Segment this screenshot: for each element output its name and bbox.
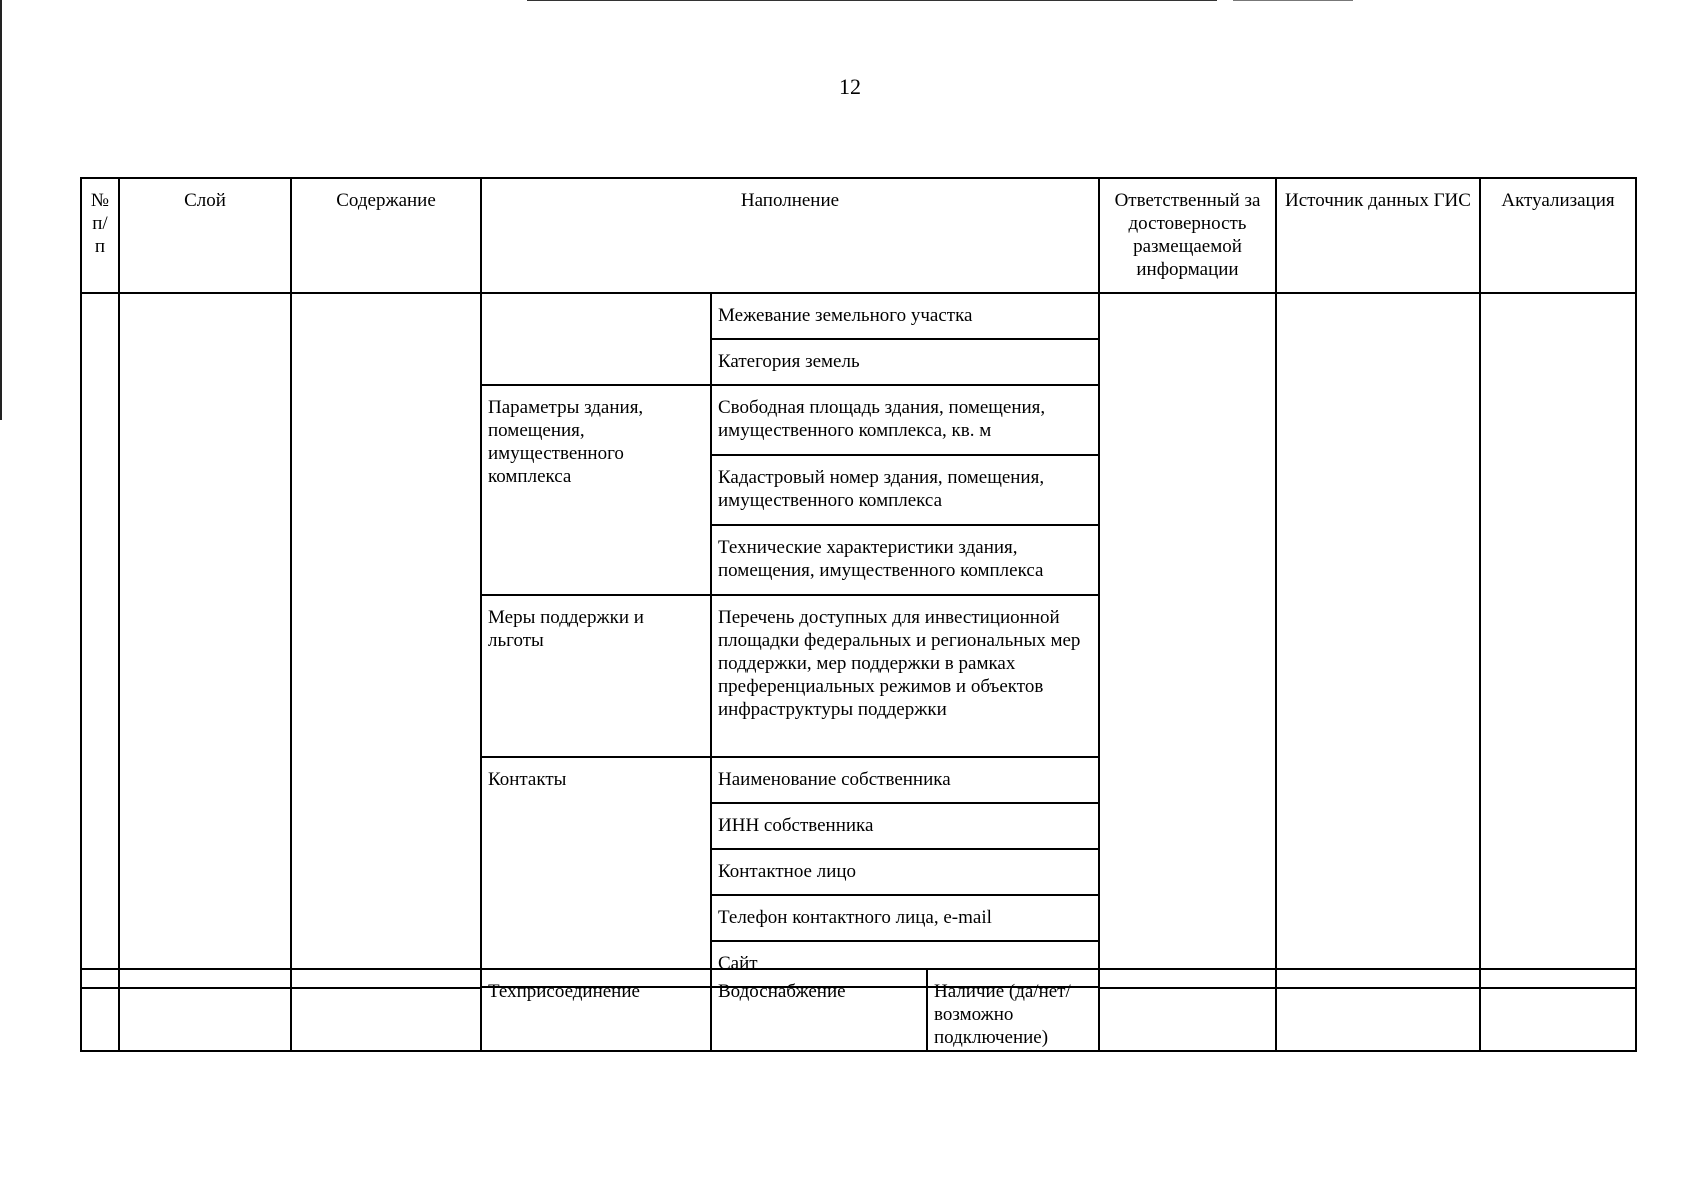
list-item: Кадастровый номер здания, помещения, имущественного комплекса xyxy=(711,455,1099,525)
list-item: Контактное лицо xyxy=(711,849,1099,895)
list-item: Свободная площадь здания, помещения, имущественного комплекса, кв. м xyxy=(711,385,1099,455)
list-item: Водоснабжение xyxy=(711,969,927,1051)
group-label: Контакты xyxy=(481,757,711,987)
cell-update xyxy=(1480,969,1636,1051)
cell-layer xyxy=(119,969,291,1051)
list-item: Категория земель xyxy=(711,339,1099,385)
cell-source xyxy=(1276,293,1480,988)
header-layer: Слой xyxy=(119,178,291,293)
group-label: Параметры здания, помещения, имущественного комплекса xyxy=(481,385,711,595)
cell-responsible xyxy=(1099,969,1276,1051)
cell-layer xyxy=(119,293,291,988)
list-item-detail: Наличие (да/нет/возможно подключение) xyxy=(927,969,1099,1051)
cell-num xyxy=(81,293,119,988)
cell-num xyxy=(81,969,119,1051)
page-number: 12 xyxy=(839,74,861,99)
cell-content xyxy=(291,969,481,1051)
list-item: Наименование собственника xyxy=(711,757,1099,803)
table-row xyxy=(81,293,1636,339)
header-update: Актуализация xyxy=(1480,178,1636,293)
group-label: Техприсоединение xyxy=(481,969,711,1051)
list-item: Технические характеристики здания, помещения, имущественного комплекса xyxy=(711,525,1099,595)
cell-update xyxy=(1480,293,1636,988)
page-top-edge-line-2 xyxy=(1233,0,1353,1)
data-table xyxy=(80,177,1637,989)
header-source: Источник данных ГИС xyxy=(1276,178,1480,293)
list-item: Сайт xyxy=(711,941,1099,987)
header-responsible: Ответственный за достоверность размещаемой информации xyxy=(1099,178,1276,293)
header-content: Содержание xyxy=(291,178,481,293)
cell-content xyxy=(291,293,481,988)
page-left-edge-line xyxy=(0,0,2,420)
page-top-edge-line xyxy=(527,0,1217,1)
group-label: Меры поддержки и льготы xyxy=(481,595,711,757)
group-label xyxy=(481,293,711,385)
list-item: Перечень доступных для инвестиционной площадки федеральных и региональных мер поддержки, мер поддержки в рамках преференциальных режимов и объектов инфраструктуры поддержки xyxy=(711,595,1099,757)
cell-source xyxy=(1276,969,1480,1051)
list-item: Межевание земельного участка xyxy=(711,293,1099,339)
table-header-row xyxy=(81,178,1636,293)
list-item: Телефон контактного лица, e-mail xyxy=(711,895,1099,941)
list-item: ИНН собственника xyxy=(711,803,1099,849)
header-filling: Наполнение xyxy=(481,178,1099,293)
data-table-continued xyxy=(80,968,1637,1052)
header-num: № п/ п xyxy=(81,178,119,293)
table-row xyxy=(81,969,1636,1051)
cell-responsible xyxy=(1099,293,1276,988)
